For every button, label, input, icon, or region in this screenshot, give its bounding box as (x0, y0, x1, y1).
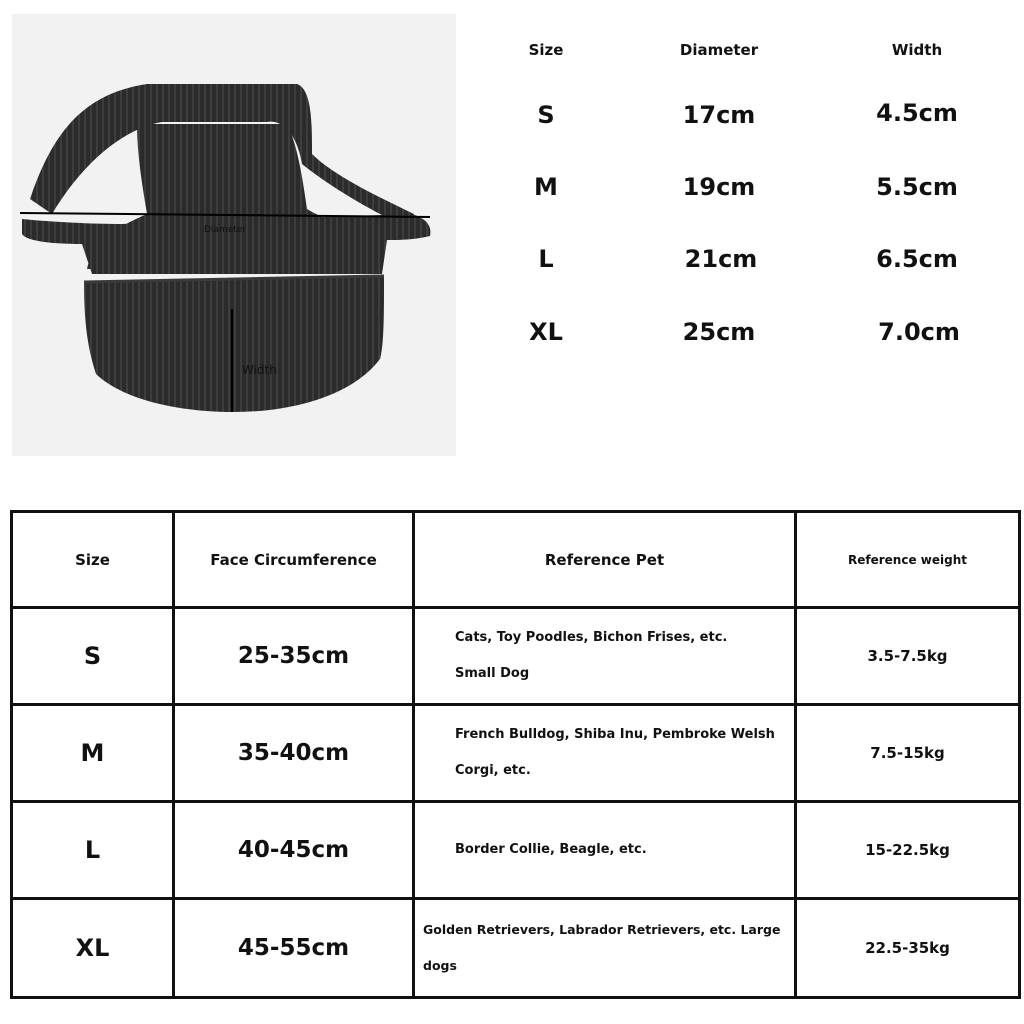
cell-face-circumference: 35-40cm (174, 705, 414, 802)
cell-reference-weight: 15-22.5kg (796, 802, 1020, 899)
hat-crown (87, 124, 377, 269)
product-photo (12, 14, 456, 456)
cell-reference-pet: French Bulldog, Shiba Inu, Pembroke Welsh Corgi, etc. (414, 705, 796, 802)
top-diameter-l: 21cm (684, 245, 758, 273)
header-face-circumference: Face Circumference (174, 512, 414, 608)
top-size-xl: XL (529, 318, 563, 346)
top-width-xl: 7.0cm (878, 318, 960, 346)
header-reference-pet: Reference Pet (414, 512, 796, 608)
cell-size: XL (12, 899, 174, 998)
cell-size: S (12, 608, 174, 705)
cell-reference-pet: Golden Retrievers, Labrador Retrievers, etc. Large dogs (414, 899, 796, 998)
cell-size: L (12, 802, 174, 899)
cell-reference-pet: Border Collie, Beagle, etc. (414, 802, 796, 899)
top-width-s: 4.5cm (876, 99, 958, 127)
top-diameter-xl: 25cm (682, 318, 756, 346)
top-header-size: Size (528, 41, 564, 59)
cell-face-circumference: 40-45cm (174, 802, 414, 899)
top-diameter-m: 19cm (682, 173, 756, 201)
cell-reference-pet: Cats, Toy Poodles, Bichon Frises, etc. Small Dog (414, 608, 796, 705)
table-row (12, 899, 1020, 998)
cell-reference-weight: 7.5-15kg (796, 705, 1020, 802)
header-reference-weight: Reference weight (796, 512, 1020, 608)
table-row (12, 802, 1020, 899)
top-size-l: L (538, 245, 554, 273)
cell-reference-weight: 3.5-7.5kg (796, 608, 1020, 705)
table-header-row (12, 512, 1020, 608)
top-header-diameter: Diameter (679, 41, 759, 59)
table-row (12, 608, 1020, 705)
header-size: Size (12, 512, 174, 608)
diameter-label: Diameter (204, 225, 247, 235)
cell-size: M (12, 705, 174, 802)
top-size-m: M (534, 173, 558, 201)
reference-size-table (10, 510, 1021, 999)
cell-reference-weight: 22.5-35kg (796, 899, 1020, 998)
cell-face-circumference: 45-55cm (174, 899, 414, 998)
cell-face-circumference: 25-35cm (174, 608, 414, 705)
width-label: Width (242, 363, 277, 377)
pet-hat-illustration (12, 14, 456, 456)
hat-visor (84, 276, 384, 412)
top-header-width: Width (891, 41, 943, 59)
top-width-m: 5.5cm (876, 173, 958, 201)
table-row (12, 705, 1020, 802)
top-diameter-s: 17cm (682, 101, 756, 129)
top-width-l: 6.5cm (876, 245, 958, 273)
top-size-s: S (537, 101, 555, 129)
